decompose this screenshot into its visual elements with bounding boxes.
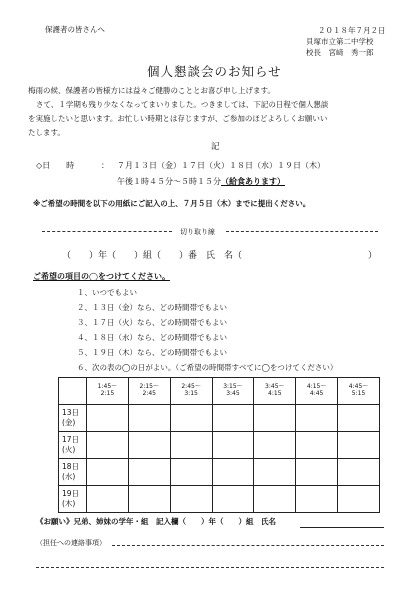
schedule-colon: ： (101, 161, 109, 170)
day-cell-17 (59, 432, 87, 459)
slot-cell[interactable] (212, 459, 254, 486)
slot-cell[interactable] (87, 459, 129, 486)
day-date: 19日 (62, 489, 80, 499)
time-slot-2: 2:15～ 2:45 (128, 378, 170, 405)
table-row (59, 459, 380, 486)
slot-cell[interactable] (170, 486, 212, 513)
slot-cell[interactable] (170, 459, 212, 486)
slot-cell[interactable] (170, 405, 212, 432)
schedule-time (117, 176, 285, 187)
day-date: 17日 (62, 435, 80, 445)
slot-cell[interactable] (254, 432, 296, 459)
siblings-name-line[interactable] (300, 527, 384, 528)
document-title: 個人懇談会のお知らせ (147, 64, 282, 79)
ki-heading: 記 (211, 142, 220, 152)
time-slot-5: 3:45～ 4:15 (254, 378, 296, 405)
time-slot-3: 2:45～ 3:15 (170, 378, 212, 405)
schedule-time-range: 午後１時４５分～５時１５分 (117, 177, 221, 186)
slot-cell[interactable] (128, 459, 170, 486)
teacher-note-line-2[interactable] (36, 567, 384, 568)
slot-cell[interactable] (128, 405, 170, 432)
day-cell-13 (59, 405, 87, 432)
slot-cell[interactable] (87, 405, 129, 432)
intro-line-3: を実施したいと思います。お忙しい時期とは存じますが、ご参加のほどよろしくお願いい (28, 114, 328, 123)
recipient: 保護者の皆さんへ (45, 25, 105, 34)
cut-line-right (226, 231, 378, 232)
intro-line-4: たします。 (28, 128, 65, 137)
schedule-dates: ７月１３日（金）１７日（火）１８日（水）１９日（木） (117, 161, 325, 170)
school-name: 貝塚市立第二中学校 (306, 37, 374, 46)
option-4: ４、１８日（水）なら、どの時間帯でもよい (77, 333, 227, 342)
day-cell-19 (59, 486, 87, 513)
slot-cell[interactable] (338, 486, 380, 513)
slot-cell[interactable] (296, 459, 338, 486)
teacher-note-label: （担任への連絡事項） (36, 539, 106, 547)
slot-cell[interactable] (170, 432, 212, 459)
slot-cell[interactable] (254, 405, 296, 432)
day-weekday: (火) (62, 445, 76, 454)
slot-cell[interactable] (212, 405, 254, 432)
slot-cell[interactable] (338, 405, 380, 432)
submission-request: ※ご希望の時間を以下の用紙にご記入の上、７月５日（木）までに提出ください。 (33, 199, 311, 208)
slot-cell[interactable] (212, 432, 254, 459)
slot-cell[interactable] (212, 486, 254, 513)
table-row (59, 486, 380, 513)
table-header-row (59, 378, 380, 405)
option-3: ３、１７日（火）なら、どの時間帯でもよい (77, 318, 227, 327)
day-weekday: (水) (62, 472, 76, 481)
slot-cell[interactable] (254, 459, 296, 486)
table-row (59, 432, 380, 459)
time-slot-table (58, 377, 380, 513)
slot-cell[interactable] (338, 432, 380, 459)
issue-date: ２０１８年７月２日 (318, 26, 386, 35)
day-date: 13日 (62, 408, 80, 418)
intro-line-2: さて、１学期も残り少なくなってまいりました。つきましては、下記の日程で個人懇談 (36, 100, 329, 109)
option-2: ２、１３日（金）なら、どの時間帯でもよい (77, 303, 227, 312)
slot-cell[interactable] (128, 486, 170, 513)
cut-line-label: 切り取り線 (180, 228, 215, 236)
time-slot-6: 4:15～ 4:45 (296, 378, 338, 405)
slot-cell[interactable] (87, 486, 129, 513)
day-cell-18 (59, 459, 87, 486)
cut-line-left (42, 231, 172, 232)
schedule-label: ◇日 時 (36, 161, 75, 170)
slot-cell[interactable] (254, 486, 296, 513)
student-info-line: （ ）年（ ）組（ ）番 氏 名（ ） (62, 251, 378, 261)
time-slot-7: 4:45～ 5:15 (338, 378, 380, 405)
principal-name: 校長 宮﨑 秀一郎 (306, 48, 374, 57)
day-weekday: (木) (62, 499, 76, 508)
siblings-field-label: 《お願い》兄弟、姉妹の学年・組 記入欄（ ）年（ ）組 氏名 (36, 517, 276, 526)
intro-line-1: 梅雨の候、保護者の皆様方には益々ご健勝のこととお喜び申し上げます。 (28, 86, 275, 95)
lunch-note: （給食あります） (221, 177, 285, 186)
slot-cell[interactable] (296, 486, 338, 513)
table-row (59, 405, 380, 432)
slot-cell[interactable] (128, 432, 170, 459)
teacher-note-line-1[interactable] (112, 545, 384, 546)
option-5: ５、１９日（木）なら、どの時間帯でもよい (77, 348, 227, 357)
option-1: １、いつでもよい (77, 288, 137, 297)
time-slot-1: 1:45～ 2:15 (87, 378, 129, 405)
option-6: ６、次の表の◯の日がよい。（ご希望の時間帯すべてに◯をつけてください） (77, 363, 338, 372)
slot-cell[interactable] (338, 459, 380, 486)
slot-cell[interactable] (87, 432, 129, 459)
slot-cell[interactable] (296, 405, 338, 432)
slot-cell[interactable] (296, 432, 338, 459)
day-weekday: (金) (62, 418, 76, 427)
day-date: 18日 (62, 462, 80, 472)
table-corner (59, 378, 87, 405)
form-instruction: ご希望の項目の◯をつけてください。 (33, 272, 170, 281)
time-slot-4: 3:15～ 3:45 (212, 378, 254, 405)
